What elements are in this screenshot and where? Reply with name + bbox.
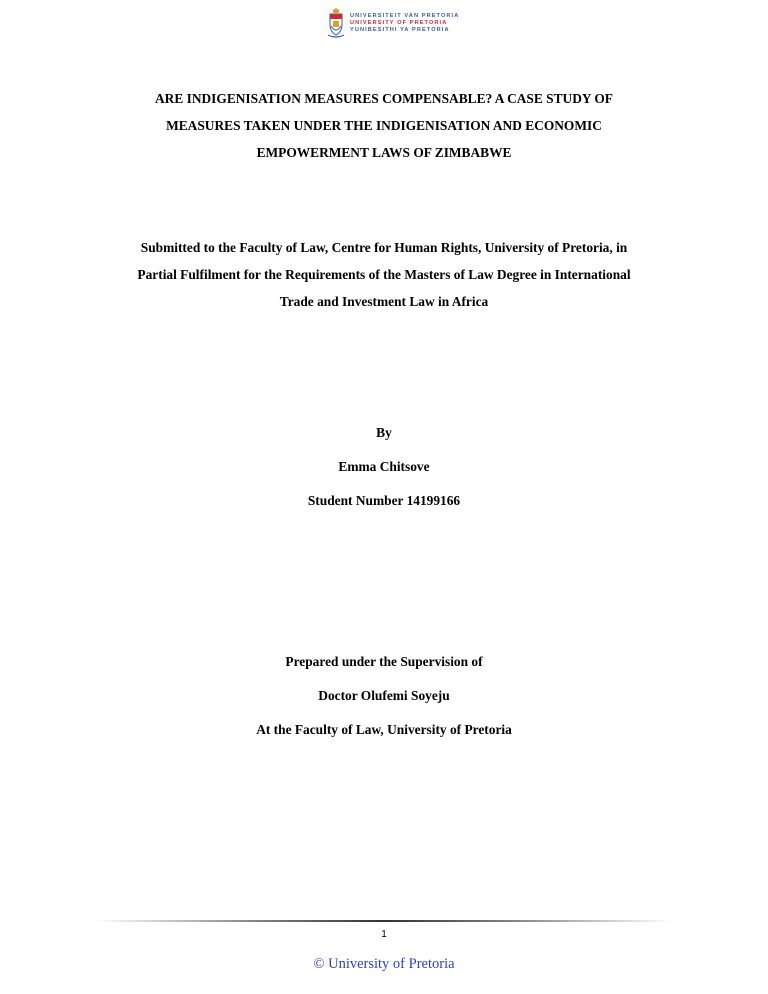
supervision-institution: At the Faculty of Law, University of Pretoria [256,722,512,737]
supervisor-name: Doctor Olufemi Soyeju [318,688,450,703]
logo-wordmark [350,13,459,34]
logo-line-sepedi: YUNIBESITHI YA PRETORIA [350,26,450,33]
submission-statement [40,234,728,315]
footer-divider [95,920,673,922]
logo-line-afrikaans: UNIVERSITEIT VAN PRETORIA [350,12,460,19]
submission-line: Trade and Investment Law in Africa [279,294,489,309]
thesis-title [60,85,708,166]
supervision-label: Prepared under the Supervision of [285,654,483,669]
university-logo [327,8,459,38]
title-line: ARE INDIGENISATION MEASURES COMPENSABLE? A CASE STUDY OF [155,91,613,106]
title-line: MEASURES TAKEN UNDER THE INDIGENISATION AND ECONOMIC [166,118,602,133]
student-number: Student Number 14199166 [307,493,461,508]
submission-line: Submitted to the Faculty of Law, Centre for Human Rights, University of Pretoria, in [140,240,628,255]
copyright-notice: © University of Pretoria [313,956,455,972]
title-line: EMPOWERMENT LAWS OF ZIMBABWE [256,145,512,160]
submission-line: Partial Fulfilment for the Requirements of the Masters of Law Degree in International [137,267,631,282]
university-crest-icon [327,8,345,38]
author-name: Emma Chitsove [338,459,430,474]
by-label: By [376,425,392,440]
page-number: 1 [381,929,387,940]
logo-line-english: UNIVERSITY OF PRETORIA [350,19,448,26]
